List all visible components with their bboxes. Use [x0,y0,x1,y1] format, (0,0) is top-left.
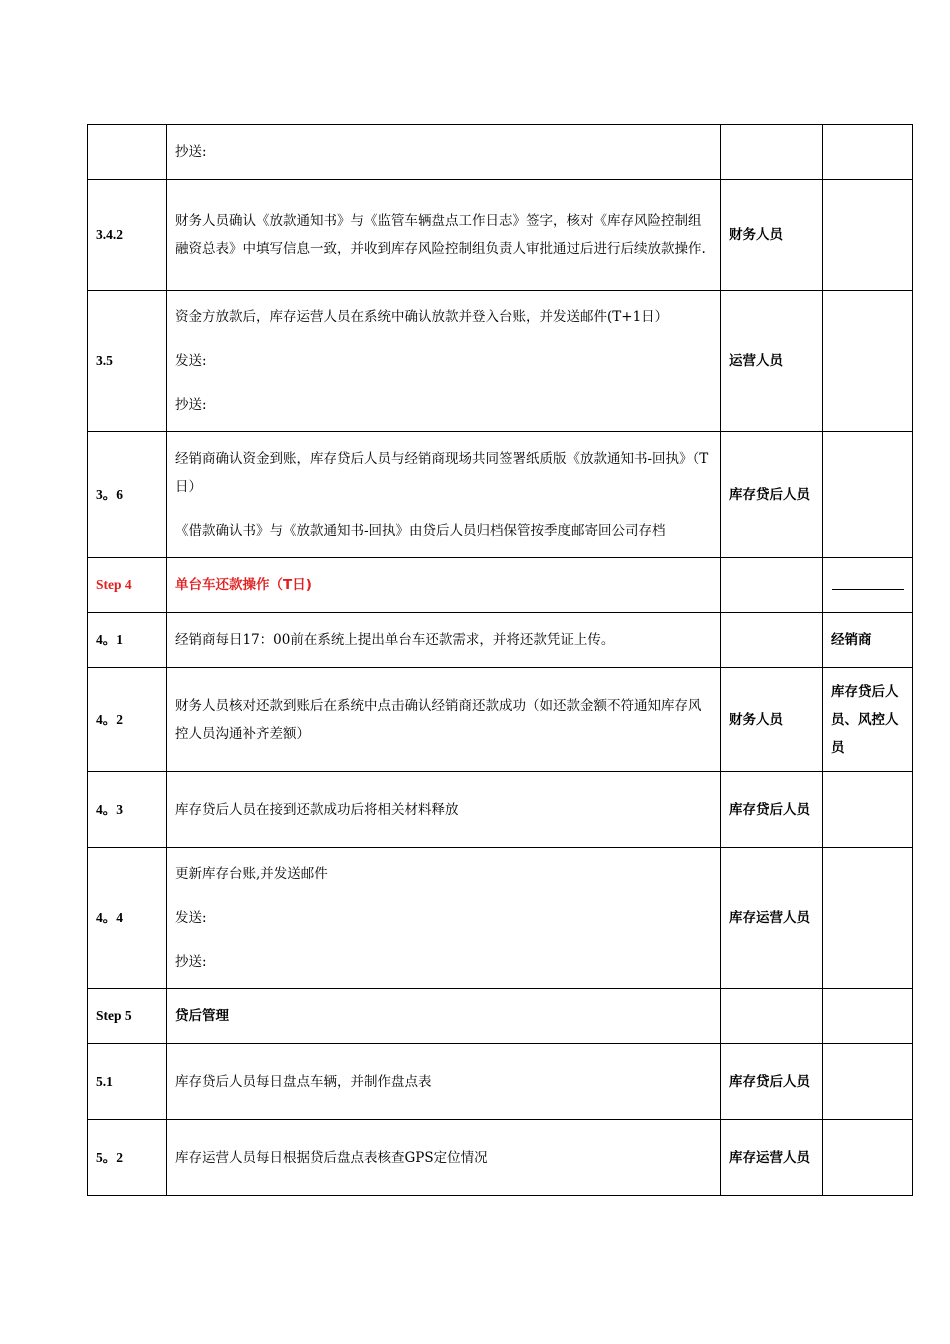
table-row [88,989,913,1044]
dash-line-icon [832,589,904,590]
step-description [167,125,721,180]
table-row [88,291,913,432]
responsible-role: 库存贷后人员 [721,1044,823,1120]
step-description [167,180,721,291]
description-line: 库存贷后人员在接到还款成功后将相关材料释放 [175,801,459,818]
table-row [88,558,913,613]
responsible-role [721,558,823,613]
send-to-line: 发送: [175,910,207,926]
description-line: 资金方放款后，库存运营人员在系统中确认放款并登入台账，并发送邮件(T+1日） [175,309,669,325]
responsible-role: 库存贷后人员 [721,432,823,558]
description-line: 更新库存台账,并发送邮件 [175,866,328,882]
table-row [88,613,913,668]
step-description [167,668,721,772]
step-id [88,125,167,180]
related-party: 库存贷后人员、风控人员 [823,668,913,772]
cc-line: 抄送: [175,954,207,970]
step-id: 5.1 [88,1044,167,1120]
related-party [823,125,913,180]
process-table [87,124,913,1196]
related-party [823,1120,913,1196]
description-line: 库存运营人员每日根据贷后盘点表核查GPS定位情况 [175,1149,488,1166]
cc-line: 抄送: [175,397,207,413]
related-party [823,989,913,1044]
step-description [167,772,721,848]
step-description [167,1044,721,1120]
related-party [823,848,913,989]
step-heading-title: 单台车还款操作（T日) [167,558,721,613]
description-line: 财务人员核对还款到账后在系统中点击确认经销商还款成功（如还款金额不符通知库存风控人员沟通补齐差额） [175,697,702,742]
table-row [88,1120,913,1196]
table-row [88,180,913,291]
responsible-role: 财务人员 [721,668,823,772]
step-description [167,291,721,432]
description-line: 经销商确认资金到账，库存贷后人员与经销商现场共同签署纸质版《放款通知书-回执》（T日） [175,450,709,495]
responsible-role [721,613,823,668]
responsible-role: 库存运营人员 [721,848,823,989]
table-row [88,1044,913,1120]
step-heading-id: Step 4 [88,558,167,613]
step-description [167,613,721,668]
table-row [88,125,913,180]
related-party [823,1044,913,1120]
step-id: 3。6 [88,432,167,558]
step-id: 5。2 [88,1120,167,1196]
responsible-role: 财务人员 [721,180,823,291]
description-line: 《借款确认书》与《放款通知书-回执》由贷后人员归档保管按季度邮寄回公司存档 [175,522,666,539]
step-description [167,848,721,989]
responsible-role [721,125,823,180]
step-heading-title: 贷后管理 [167,989,721,1044]
responsible-role: 运营人员 [721,291,823,432]
step-id: 3.5 [88,291,167,432]
table-row [88,848,913,989]
responsible-role: 库存贷后人员 [721,772,823,848]
related-party [823,180,913,291]
table-row [88,668,913,772]
step-description [167,432,721,558]
step-id: 4。4 [88,848,167,989]
step-id: 4。2 [88,668,167,772]
related-party [823,291,913,432]
description-line: 抄送: [175,144,207,160]
related-party: 经销商 [823,613,913,668]
related-party [823,772,913,848]
send-to-line: 发送: [175,353,207,369]
table-row [88,772,913,848]
description-line: 库存贷后人员每日盘点车辆，并制作盘点表 [175,1073,432,1090]
step-description [167,1120,721,1196]
table-row [88,432,913,558]
step-id: 4。3 [88,772,167,848]
step-id: 4。1 [88,613,167,668]
step-id: 3.4.2 [88,180,167,291]
description-line: 财务人员确认《放款通知书》与《监管车辆盘点工作日志》签字，核对《库存风险控制组融资总表》中填写信息一致，并收到库存风险控制组负责人审批通过后进行后续放款操作. [175,213,706,257]
responsible-role: 库存运营人员 [721,1120,823,1196]
description-line: 经销商每日17：00前在系统上提出单台车还款需求，并将还款凭证上传。 [175,632,615,648]
responsible-role [721,989,823,1044]
related-party [823,558,913,613]
related-party [823,432,913,558]
step-heading-id: Step 5 [88,989,167,1044]
